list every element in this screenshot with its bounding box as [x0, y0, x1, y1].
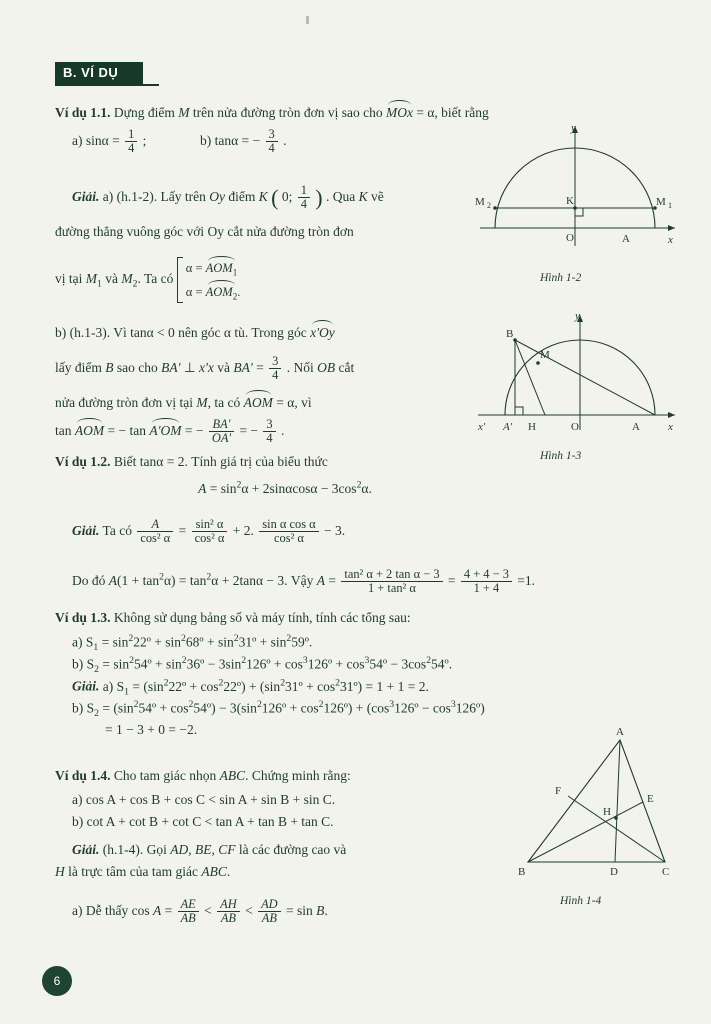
example-1-2-label: Ví dụ 1.2. [55, 454, 111, 469]
svg-text:A': A' [503, 421, 513, 433]
svg-text:B: B [518, 866, 526, 878]
ba-fraction: $\frac{3}{4}$ [269, 355, 281, 382]
svg-text:1: 1 [668, 201, 672, 210]
example-1-4-label: Ví dụ 1.4. [55, 768, 111, 783]
item-a-tail: ; [142, 133, 147, 149]
result-one: =1. [517, 573, 536, 589]
example-1-3-solution-b2: = 1 − 3 + 0 = −2. [105, 722, 198, 737]
sol4-a-text: a) Dễ thấy cos A = [72, 903, 173, 919]
example-1-1-solution-b-line3: nửa đường tròn đơn vị tại M, ta có AOM = α, vì [55, 390, 312, 413]
example-1-4-text: Cho tam giác nhọn ABC. Chứng minh rằng: [113, 768, 351, 783]
svg-text:x: x [668, 421, 673, 433]
svg-text:x': x' [478, 421, 486, 433]
solution-label-3: Giải. [72, 678, 100, 694]
example-1-2-expression [55, 478, 515, 498]
example-1-1-solution-b-line4 [55, 418, 284, 445]
example-1-1-item-b [200, 128, 287, 155]
k-fraction: $\frac{1}{4}$ [298, 184, 310, 211]
frac-AE-AB: $\frac{AE}{AB}$ [178, 898, 199, 925]
example-1-1-item-a [72, 128, 146, 155]
sol2-text: Do đó $A(1 + \tan^2\alpha) = \tan^2\alpha + 2\tan\alpha - 3$. Vậy A = [72, 571, 336, 589]
ba-oa-fraction: $\frac{BA'}{OA'}$ [209, 418, 234, 445]
example-1-3-solution-b1: b) $S_2$ = ($\sin^254º$ + $\cos^254º$) − $3(\sin^2126º$ + $\cos^2126º$) + ($\cos^3126º$ − $\cos^3126º$) [72, 699, 485, 720]
case-1: $\alpha = AOM_1$ [186, 256, 241, 280]
svg-text:B: B [506, 328, 514, 340]
figure-1-2-svg [470, 118, 685, 258]
figure-1-2-caption: Hình 1-2 [540, 272, 582, 284]
plus-sign: + 2. [232, 523, 254, 539]
example-1-2-text: Biết tanα = 2. Tính giá trị của biểu thức [113, 454, 328, 469]
minus-three: − 3. [324, 523, 346, 539]
svg-text:2: 2 [487, 201, 491, 210]
figure-1-2 [470, 118, 685, 258]
frac-sincos-cos2: $\frac{\text{sin α cos α}}{\text{cos² α}}$ [259, 518, 318, 545]
sol-intro: Ta có [102, 523, 132, 539]
sol-a-tail: . Qua K vẽ [325, 189, 384, 204]
item-a-text: a) sinα = [72, 133, 120, 149]
svg-text:H: H [528, 421, 536, 433]
example-1-2-statement [55, 452, 575, 472]
sol3a: a) $S_1$ = ($\sin^222º$ + $\cos^222º$) + ($\sin^231º$ + $\cos^231º) = 1 + 1 = 2$. [102, 677, 429, 698]
k-coords: 0; [281, 189, 293, 204]
example-1-2-solution-line1 [72, 518, 345, 545]
example-1-4-statement [55, 766, 515, 786]
eq-1: = − tan [107, 423, 146, 439]
sol4-tail: = sin B. [285, 903, 328, 919]
figure-1-3-caption: Hình 1-3 [540, 450, 582, 462]
svg-text:F: F [555, 785, 562, 797]
solution-label: Giải. [72, 189, 100, 204]
svg-text:O: O [566, 232, 574, 244]
paren-open: ( [271, 185, 279, 210]
svg-text:A: A [616, 726, 624, 738]
frac-numeric: $\frac{4 + 4 - 3}{1 + 4}$ [461, 568, 512, 595]
svg-text:M: M [475, 196, 485, 208]
three-four-fraction: $\frac{3}{4}$ [263, 418, 275, 445]
figure-1-4-caption: Hình 1-4 [560, 895, 602, 907]
sol-b-line2-tail: . Nối OB cắt [286, 360, 355, 376]
svg-text:A: A [622, 233, 630, 245]
svg-text:M: M [540, 349, 550, 361]
item-b-tail: . [283, 133, 287, 149]
svg-text:O: O [571, 421, 579, 433]
svg-text:E: E [647, 793, 654, 805]
frac-AH-AB: $\frac{AH}{AB}$ [217, 898, 240, 925]
eq-2: = − [184, 423, 204, 439]
period: . [281, 423, 285, 439]
section-header-label: B. VÍ DỤ [63, 65, 119, 80]
figure-1-3 [470, 305, 685, 440]
svg-text:y: y [571, 122, 576, 134]
section-header-b-vi-du [55, 62, 151, 84]
example-1-1-label: Ví dụ 1.1. [55, 105, 111, 120]
expr-A: $A = \sin^2\alpha + 2\sin\alpha\cos\alpha - 3\cos^2\alpha$. [198, 479, 372, 496]
svg-text:y: y [575, 310, 580, 322]
example-1-1-text: Dựng điểm M trên nửa đường tròn đơn vị sao cho MOx = α, biết rằng [114, 105, 489, 120]
solution-label-2: Giải. [72, 523, 100, 539]
frac-A-cos2: $\frac{A}{\text{cos² α}}$ [137, 518, 173, 545]
example-1-2-solution-line2 [72, 568, 535, 595]
sol-b-line2-text: lấy điểm B sao cho BA' ⊥ x'x và BA' = [55, 360, 264, 376]
example-1-3-label: Ví dụ 1.3. [55, 610, 111, 625]
paren-close: ) [315, 185, 323, 210]
section-header-underline [55, 84, 159, 86]
example-1-3-solution-a [72, 676, 429, 699]
item-a-fraction: $\frac{1}{4}$ [125, 128, 137, 155]
example-1-1-solution-a-line2: đường thẳng vuông góc với Oy cắt nửa đường tròn đơn [55, 224, 354, 239]
figure-1-4 [510, 722, 690, 882]
page-number: 6 [42, 966, 72, 996]
case-bracket [177, 256, 241, 304]
example-1-4-solution-line2: H là trực tâm của tam giác ABC. [55, 864, 231, 879]
svg-text:A: A [632, 421, 640, 433]
svg-text:K: K [566, 195, 574, 207]
svg-text:x: x [668, 234, 673, 246]
example-1-3-line-b: b) $S_2$ = $\sin^254º$ + $\sin^236º$ − $3\sin^2126º$ + $\cos^3126º$ + $\cos^354º$ − $3\cos^254º$. [72, 655, 453, 676]
svg-text:M: M [656, 196, 666, 208]
case-2: $\alpha = AOM_2$. [186, 280, 241, 304]
sol-a-line3-text: vị tại $M_1$ và $M_2$. Ta có [55, 271, 174, 290]
item-b-fraction: $\frac{3}{4}$ [266, 128, 278, 155]
sol4-line1: (h.1-4). Gọi AD, BE, CF là các đường cao và [102, 842, 347, 857]
lt-2: < [245, 903, 253, 919]
example-1-1-solution-a-line1 [72, 182, 472, 214]
eq-3: = − [239, 423, 259, 439]
figure-1-3-svg [470, 305, 685, 440]
example-1-3-statement [55, 608, 615, 628]
frac-sin2-cos2: $\frac{\text{sin² α}}{\text{cos² α}}$ [192, 518, 228, 545]
eq-sign-2: = [447, 573, 456, 589]
example-1-4-line-b: b) cot A + cot B + cot C < tan A + tan B + tan C. [72, 814, 334, 829]
svg-text:H: H [603, 806, 611, 818]
example-1-1-solution-a-line3 [55, 256, 240, 304]
sol-a-text: a) (h.1-2). Lấy trên Oy điểm K [102, 189, 268, 204]
frac-AD-AB: $\frac{AD}{AB}$ [258, 898, 281, 925]
tan-term-1: tan AOM [55, 423, 104, 438]
eq-sign-1: = [178, 523, 187, 539]
frac-tan-expr: $\frac{\text{tan² α + 2 tan α − 3}}{\text{1 + tan² α}}$ [341, 568, 442, 595]
example-1-3-text: Không sử dụng bảng số và máy tính, tính các tổng sau: [113, 610, 411, 625]
example-1-1-solution-b-line1: b) (h.1-3). Vì tanα < 0 nên góc α tù. Trong góc x'Oy [55, 320, 475, 343]
solution-label-4: Giải. [72, 842, 100, 857]
figure-1-4-svg [510, 722, 690, 882]
item-b-text: b) tanα = − [200, 133, 261, 149]
lt-1: < [204, 903, 212, 919]
svg-text:C: C [662, 866, 670, 878]
example-1-3-line-a: a) $S_1$ = $\sin^222º$ + $\sin^268º$ + $\sin^231º$ + $\sin^259º$. [72, 633, 313, 654]
page-top-mark [306, 16, 309, 24]
tan-term-2: A'OM [149, 423, 181, 438]
example-1-4-solution-line3 [72, 898, 328, 925]
example-1-4-line-a: a) cos A + cos B + cos C < sin A + sin B + sin C. [72, 792, 336, 807]
example-1-1-solution-b-line2 [55, 355, 354, 382]
svg-text:D: D [610, 866, 618, 878]
example-1-4-solution-line1 [72, 840, 502, 860]
